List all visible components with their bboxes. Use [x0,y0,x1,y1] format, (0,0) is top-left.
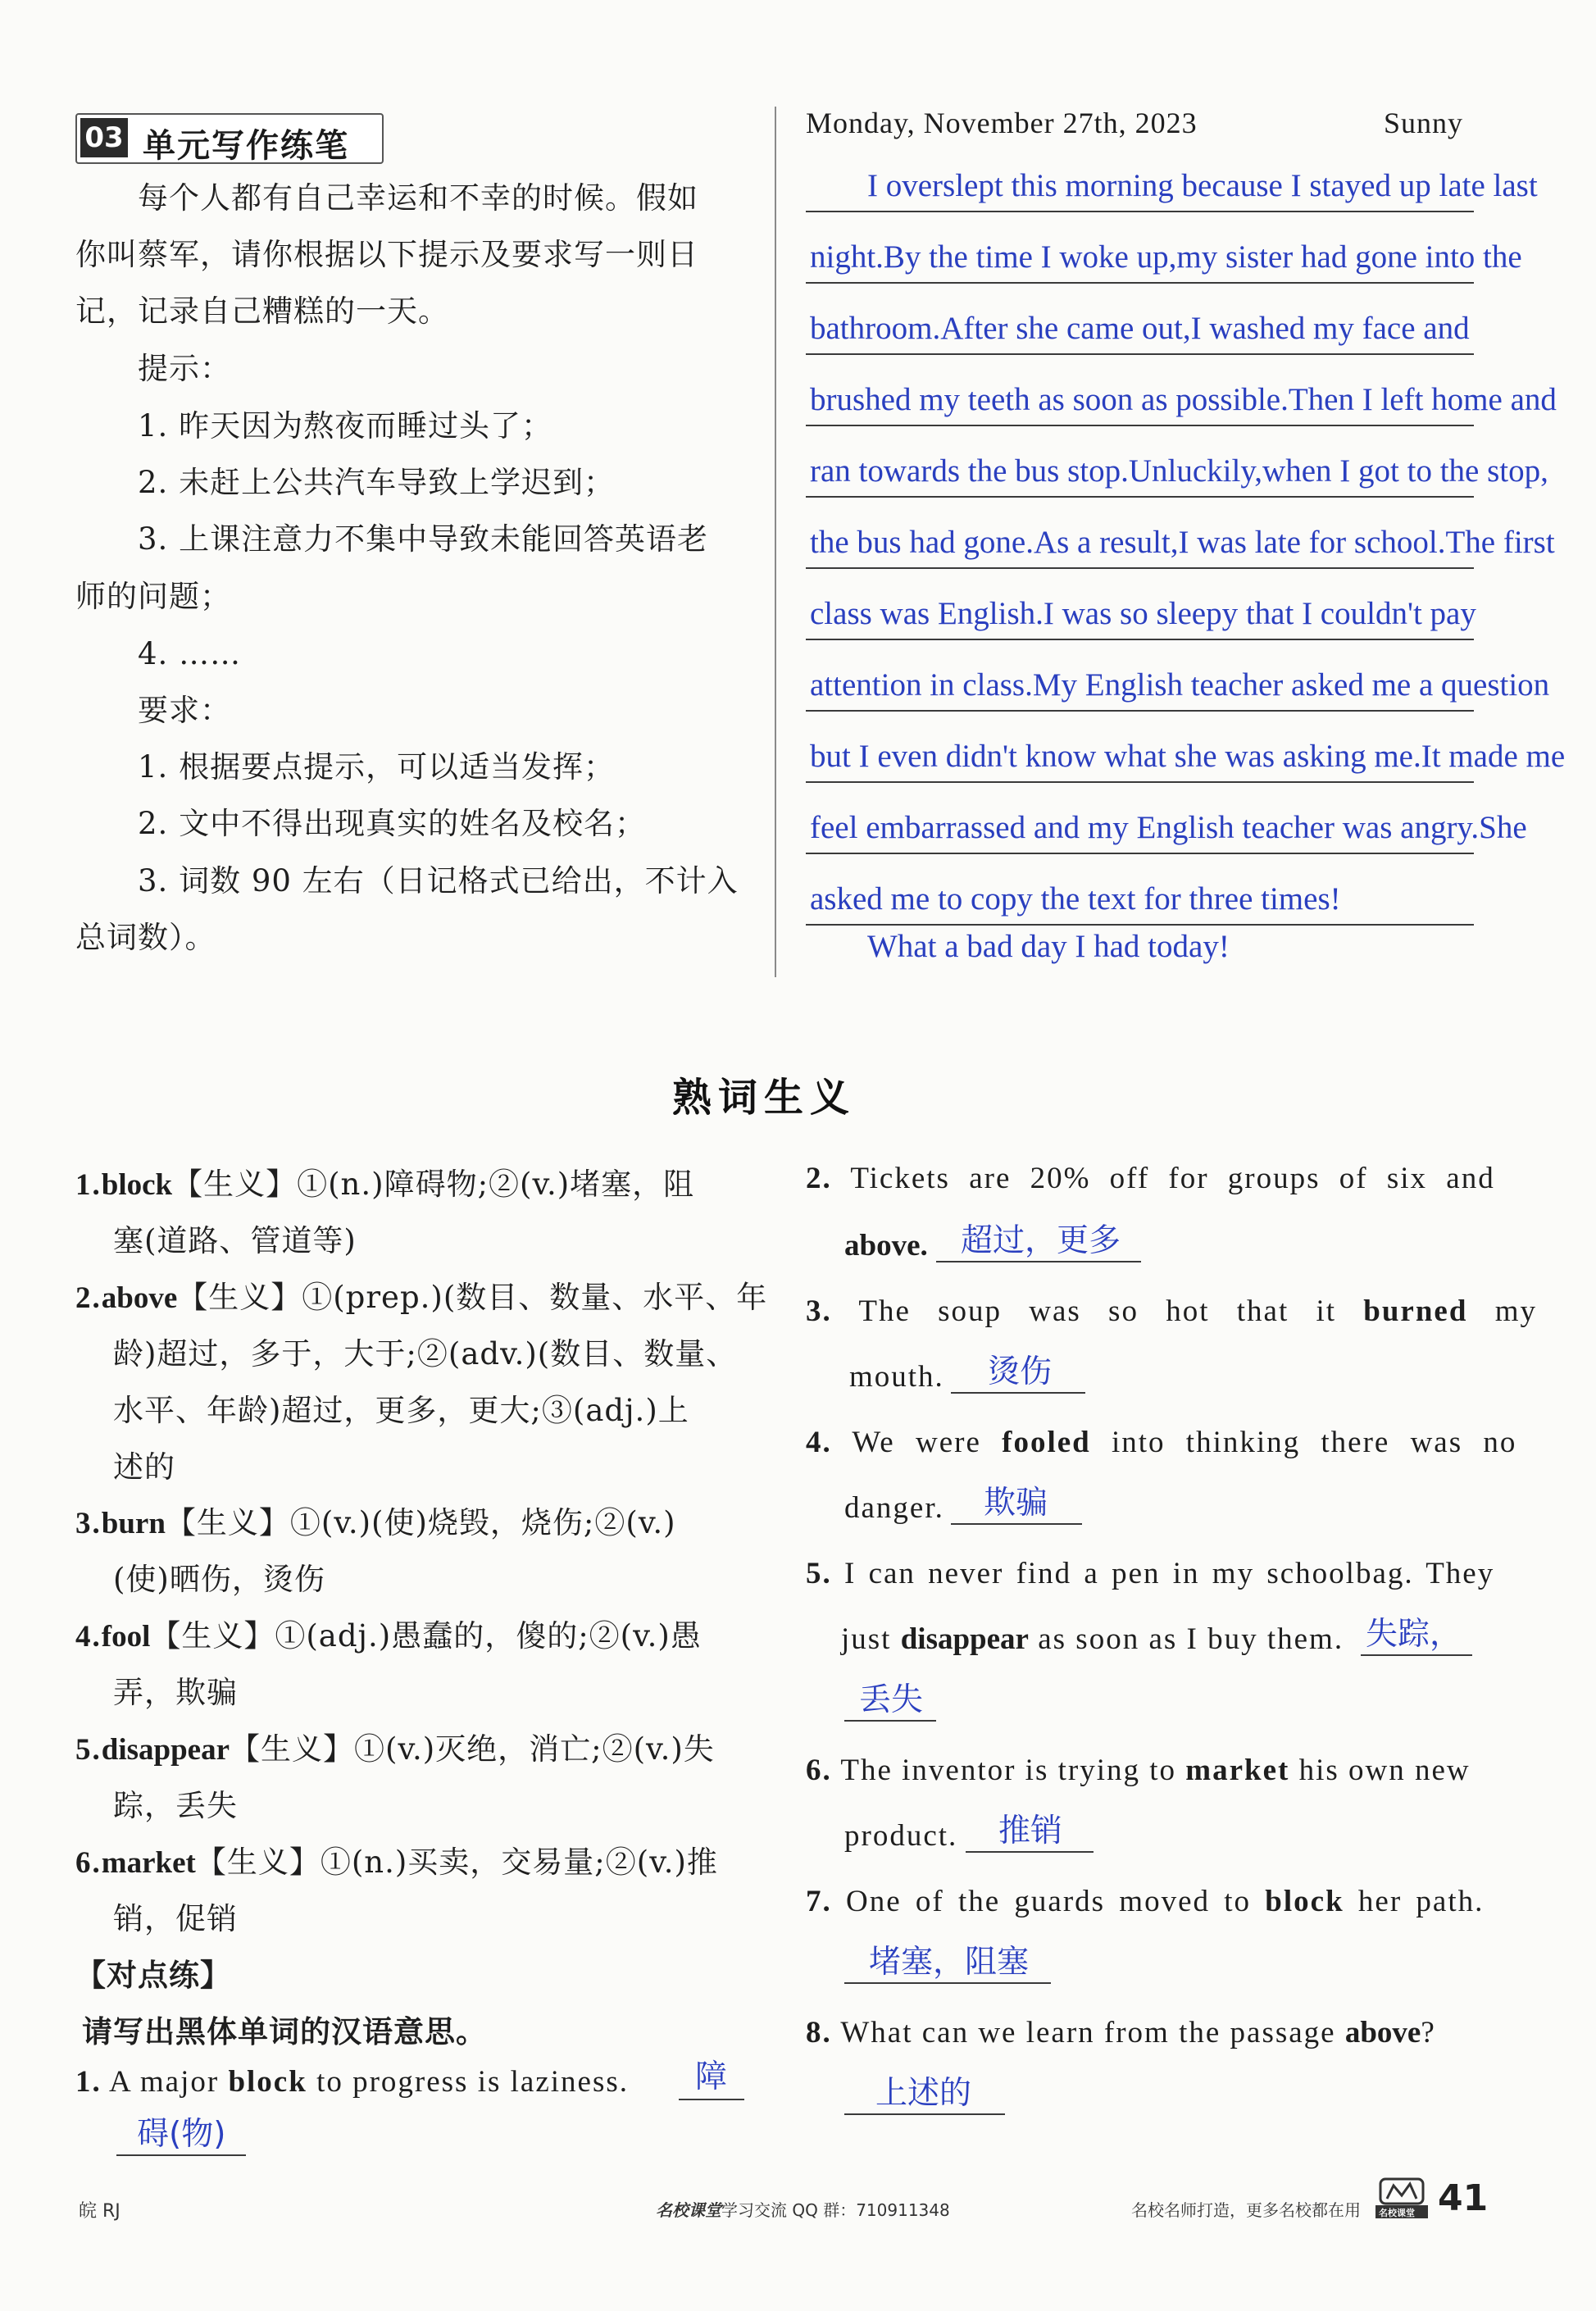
practice-label: 【对点练】 [75,1958,231,1993]
diary-line: class was English.I was so sleepy that I couldn't pay [810,596,1476,631]
answer-blank[interactable] [844,2066,1005,2115]
question: 8. What can we learn from the passage above? [806,2016,1436,2049]
question-cont: product. [844,1819,958,1853]
question-cont: mouth. [849,1360,944,1394]
diary-line: I overslept this morning because I stayed up late last [867,168,1538,203]
vocab-entry: 5.disappear【生义】①(v.)灭绝，消亡;②(v.)失 [75,1731,715,1767]
ruled-line [806,710,1474,712]
logo-text: 名校课堂 [1379,2208,1415,2218]
tips-label: 提示： [138,351,231,386]
prompt-line: 每个人都有自己幸运和不幸的时候。假如 [138,180,698,216]
answer-text: 失踪， [1366,1616,1462,1653]
question: 3. The soup was so hot that it burned my [806,1294,1537,1328]
diary-line: but I even didn't know what she was asking me.It made me [810,739,1566,774]
ruled-line [806,496,1474,498]
ruled-line [806,282,1474,284]
publisher-logo [1375,2174,1428,2218]
question: 4. We were fooled into thinking there was no [806,1426,1517,1459]
answer-text: 超过，更多 [961,1222,1121,1259]
prompt-line: 你叫蔡军，请你根据以下提示及要求写一则日 [75,237,698,272]
writing-header [75,113,384,164]
question-cont: just disappear as soon as I buy them. [841,1622,1344,1656]
question: 1. A major block to progress is laziness. [75,2065,630,2099]
question: 7. One of the guards moved to block her path. [806,1885,1485,1918]
answer-text: 烫伤 [988,1353,1053,1390]
answer-blank[interactable] [844,1935,1051,1984]
ruled-line [806,781,1474,783]
vocab-entry: 6.market【生义】①(n.)买卖，交易量;②(v.)推 [75,1845,718,1880]
ruled-line [806,211,1474,212]
diary-closing: What a bad day I had today! [867,929,1230,964]
diary-date: Monday, November 27th, 2023 [806,107,1198,139]
vocab-entry-cont: 述的 [113,1449,175,1485]
answer-text: 上述的 [875,2075,972,2112]
diary-weather: Sunny [1384,107,1464,139]
answer-blank[interactable] [966,1804,1094,1853]
question: 5. I can never find a pen in my schoolbag. They [806,1557,1495,1590]
ruled-line [806,425,1474,426]
vocab-entry-cont: (使)晒伤，烫伤 [113,1562,325,1597]
question-cont: danger. [844,1491,944,1525]
vocab-entry: 4.fool【生义】①(adj.)愚蠢的，傻的;②(v.)愚 [75,1618,702,1654]
question: 2. Tickets are 20% off for groups of six and [806,1162,1495,1195]
diary-line: ran towards the bus stop.Unluckily,when I got to the stop, [810,453,1548,489]
column-divider [775,107,776,977]
answer-blank[interactable] [844,1672,936,1722]
answer-blank[interactable] [679,2049,744,2100]
answer-blank[interactable] [951,1344,1085,1394]
ruled-line [806,853,1474,854]
req-label: 要求： [138,693,231,728]
answer-text: 障 [695,2059,728,2095]
vocab-entry-cont: 踪，丢失 [113,1788,238,1823]
question-cont: above. [844,1229,928,1262]
footer-center: 名校课堂学习交流 QQ 群：710911348 [656,2200,950,2220]
tip-item: 4. …… [138,636,242,671]
answer-blank[interactable] [116,2107,246,2156]
diary-line: night.By the time I woke up,my sister had gone into the [810,239,1522,275]
vocab-entry: 2.above【生义】①(prep.)(数目、数量、水平、年 [75,1280,768,1315]
tip-item: 2. 未赶上公共汽车导致上学迟到； [138,465,616,500]
ruled-line [806,639,1474,640]
vocab-entry-cont: 水平、年龄)超过，更多，更大;③(adj.)上 [113,1393,689,1428]
req-item: 2. 文中不得出现真实的姓名及校名； [138,806,647,841]
ruled-line [806,567,1474,569]
ruled-line [806,353,1474,355]
answer-blank[interactable] [1361,1607,1472,1656]
vocab-entry-cont: 销，促销 [113,1901,238,1936]
vocab-entry: 1.block【生义】①(n.)障碍物;②(v.)堵塞，阻 [75,1167,695,1202]
diary-line: attention in class.My English teacher asked me a question [810,667,1550,703]
answer-text: 丢失 [859,1681,924,1718]
diary-line: feel embarrassed and my English teacher was angry.She [810,810,1527,845]
section-title: 单元写作练笔 [143,127,349,165]
diary-line: the bus had gone.As a result,I was late for school.The first [810,525,1555,560]
answer-blank[interactable] [951,1476,1082,1525]
answer-blank[interactable] [936,1213,1141,1262]
tip-item: 师的问题； [75,579,231,614]
diary-line: bathroom.After she came out,I washed my face and [810,311,1470,346]
question: 6. The inventor is trying to market his own new [806,1754,1471,1787]
practice-instruction: 请写出黑体单词的汉语意思。 [82,2014,487,2049]
footer-slogan: 名校名师打造，更多名校都在用 [1131,2200,1361,2220]
vocab-entry-cont: 龄)超过，多于，大于;②(adv.)(数目、数量、 [113,1336,738,1372]
diary-line: brushed my teeth as soon as possible.Then I left home and [810,382,1557,417]
answer-text: 堵塞，阻塞 [869,1944,1030,1981]
ruled-line [806,924,1474,926]
req-item: 1. 根据要点提示，可以适当发挥； [138,749,616,785]
diary-line: asked me to copy the text for three times! [810,881,1341,917]
req-item: 总词数）。 [75,920,216,955]
req-item: 3. 词数 90 左右（日记格式已给出，不计入 [138,863,739,898]
vocab-entry-cont: 塞(道路、管道等) [113,1223,357,1258]
answer-text: 推销 [998,1813,1063,1849]
prompt-line: 记，记录自己糟糕的一天。 [75,293,449,329]
page-number: 41 [1438,2177,1489,2219]
tip-item: 3. 上课注意力不集中导致未能回答英语老 [138,521,709,557]
vocab-entry: 3.burn【生义】①(v.)(使)烧毁，烧伤;②(v.) [75,1505,676,1540]
answer-text: 碍(物) [137,2116,226,2153]
footer-edition: 皖 RJ [79,2201,120,2222]
section-badge: 03 [80,118,128,157]
vocab-entry-cont: 弄，欺骗 [113,1675,238,1710]
section-heading: 熟词生义 [672,1075,857,1121]
tip-item: 1. 昨天因为熬夜而睡过头了； [138,408,553,444]
answer-text: 欺骗 [984,1485,1048,1522]
footer-brand: 名校课堂 [656,2200,721,2220]
